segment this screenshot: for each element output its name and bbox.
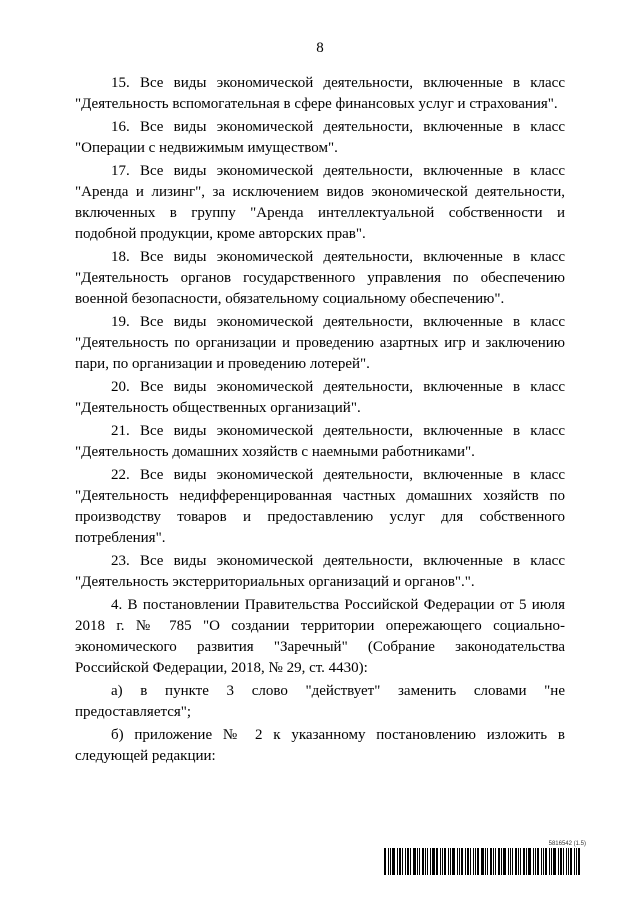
barcode-bar — [452, 848, 455, 875]
barcode-bar — [477, 848, 479, 875]
barcode-bar — [467, 848, 469, 875]
barcode-bar — [576, 848, 577, 875]
paragraph: 23. Все виды экономической деятельности, включенные в класс "Деятельность экстерриториальных организаций и органов".". — [75, 553, 565, 590]
document-code: 5816542 (1.5) — [548, 841, 586, 847]
barcode-bar — [399, 848, 401, 875]
barcode-bar — [490, 848, 492, 875]
barcode-bar — [397, 848, 398, 875]
barcode-bar — [470, 848, 471, 875]
barcode-bar — [448, 848, 449, 875]
barcode-bar — [545, 848, 547, 875]
barcode-bar — [422, 848, 424, 875]
barcode-bar — [508, 848, 509, 875]
barcode-bar — [563, 848, 564, 875]
paragraph: 19. Все виды экономической деятельности, включенные в класс "Деятельность по организации и проведению азартных игр и заключению пари, по организации и проведению лотерей". — [75, 314, 565, 372]
barcode-bar — [518, 848, 519, 875]
barcode-bar — [384, 848, 386, 875]
barcode-bar — [543, 848, 544, 875]
barcode-bar — [570, 848, 572, 875]
barcode-bar — [461, 848, 463, 875]
document-body — [75, 73, 565, 769]
paragraph: 21. Все виды экономической деятельности, включенные в класс "Деятельность домашних хозяйств с наемными работниками". — [75, 423, 565, 460]
barcode-bar — [413, 848, 416, 875]
barcode-bar — [410, 848, 411, 875]
barcode-icon — [384, 848, 620, 875]
barcode-bar — [526, 848, 527, 875]
barcode-bar — [392, 848, 395, 875]
barcode-bar — [566, 848, 567, 875]
barcode-bar — [475, 848, 476, 875]
barcode-bar — [551, 848, 552, 875]
barcode-bar — [493, 848, 494, 875]
barcode-bar — [533, 848, 534, 875]
barcode-bar — [568, 848, 569, 875]
paragraph: 15. Все виды экономической деятельности, включенные в класс "Деятельность вспомогательная в сфере финансовых услуг и страхования". — [75, 75, 565, 112]
barcode-bar — [523, 848, 525, 875]
barcode-bar — [520, 848, 521, 875]
barcode-bar — [537, 848, 539, 875]
barcode-bar — [388, 848, 389, 875]
paragraph: 4. В постановлении Правительства Российской Федерации от 5 июля 2018 г. № 785 "О создании территории опережающего социально-экономического развития "Заречный" (Собрание законодательства Российской Федерации, 2018, № 29, ст. 4430): — [75, 597, 565, 676]
document-footer — [384, 841, 620, 875]
barcode-bar — [436, 848, 438, 875]
barcode-bar — [481, 848, 484, 875]
paragraph: 22. Все виды экономической деятельности, включенные в класс "Деятельность недифференцированная частных домашних хозяйств по производству товаров и предоставлению услуг для собственного потребления". — [75, 467, 565, 546]
barcode-bar — [578, 848, 580, 875]
barcode-bar — [417, 848, 418, 875]
paragraph: 16. Все виды экономической деятельности, включенные в класс "Операции с недвижимым имуществом". — [75, 119, 565, 156]
page-number: 8 — [316, 40, 324, 56]
barcode-bar — [512, 848, 513, 875]
barcode-bar — [444, 848, 446, 875]
barcode-bar — [432, 848, 435, 875]
barcode-bar — [535, 848, 536, 875]
barcode-bar — [390, 848, 391, 875]
barcode-bar — [487, 848, 488, 875]
barcode-bar — [457, 848, 458, 875]
barcode-bar — [503, 848, 506, 875]
barcode-bar — [498, 848, 500, 875]
barcode-bar — [515, 848, 517, 875]
paragraph: 17. Все виды экономической деятельности, включенные в класс "Аренда и лизинг", за исключением видов экономической деятельности, включенных в группу "Аренда интеллектуальной собственности и подобной продукции, кроме авторских прав". — [75, 163, 565, 242]
barcode-bar — [407, 848, 409, 875]
barcode-bar — [425, 848, 426, 875]
barcode-bar — [405, 848, 406, 875]
barcode-bar — [485, 848, 486, 875]
barcode-bar — [558, 848, 559, 875]
barcode-bar — [553, 848, 556, 875]
barcode-bar — [465, 848, 466, 875]
paragraph: 20. Все виды экономической деятельности, включенные в класс "Деятельность общественных организаций". — [75, 379, 565, 416]
barcode-bar — [528, 848, 531, 875]
barcode-bar — [549, 848, 550, 875]
barcode-bar — [560, 848, 562, 875]
barcode-bar — [510, 848, 511, 875]
barcode-bar — [450, 848, 451, 875]
barcode-bar — [430, 848, 431, 875]
barcode-bar — [574, 848, 575, 875]
barcode-bar — [427, 848, 428, 875]
barcode-bar — [442, 848, 443, 875]
barcode-bar — [501, 848, 502, 875]
barcode-bar — [440, 848, 441, 875]
paragraph: б) приложение № 2 к указанному постановлению изложить в следующей редакции: — [75, 727, 565, 764]
barcode-bar — [473, 848, 474, 875]
barcode-bar — [495, 848, 496, 875]
barcode-bar — [459, 848, 460, 875]
paragraph: 18. Все виды экономической деятельности, включенные в класс "Деятельность органов государственного управления по обеспечению военной безопасности, обязательному социальному обеспечению". — [75, 249, 565, 307]
barcode-bar — [402, 848, 403, 875]
barcode-bar — [419, 848, 420, 875]
paragraph: а) в пункте 3 слово "действует" заменить словами "не предоставляется"; — [75, 683, 565, 720]
barcode-bar — [541, 848, 542, 875]
